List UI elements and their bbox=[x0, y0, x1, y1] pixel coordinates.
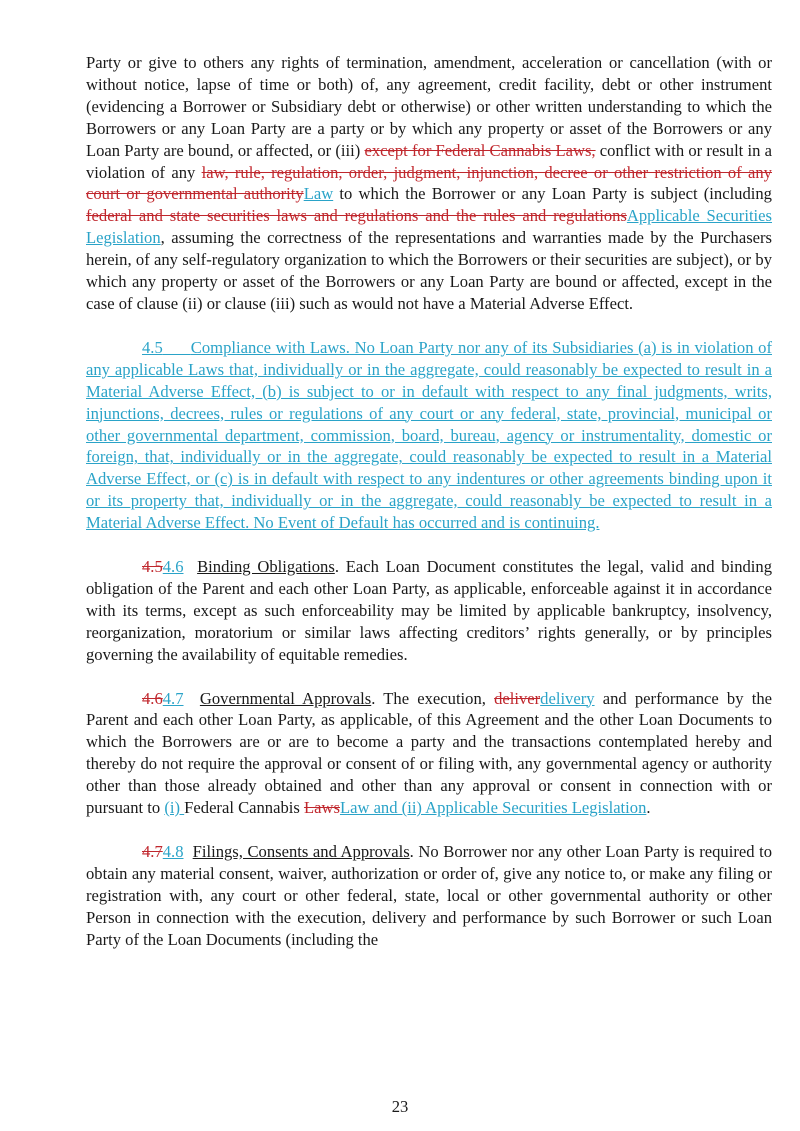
inserted-text: Applicable Securities Legislation bbox=[86, 206, 772, 248]
section-heading: Governmental Approvals bbox=[199, 688, 372, 708]
inserted-text: delivery bbox=[540, 688, 595, 708]
body-text: to which the Borrower or any Loan Party is subject (including bbox=[333, 184, 772, 204]
body-text: Party or give to others any rights of termination, amendment, acceleration or cancellation (with or without notice, lapse of time or both) of, any agreement, credit facility, debt or other instrument (evidencing a Borrower or Subsidiary debt or otherwise) or other written understanding to which the Borrowers or any Loan Party are a party or by which any property or asset of the Borrowers or any Loan Party are bound, or affected, or (iii) bbox=[86, 53, 772, 160]
document-page bbox=[86, 52, 772, 951]
body-text: . bbox=[646, 798, 651, 818]
body-text: conflict with or result in a violation of any bbox=[86, 140, 772, 182]
inserted-section-number: 4.8 bbox=[162, 842, 184, 861]
deleted-section-number: 4.6 bbox=[142, 688, 163, 708]
inserted-text: Law and (ii) Applicable Securities Legislation bbox=[339, 798, 647, 818]
section-heading: Binding Obligations bbox=[197, 557, 335, 577]
deleted-text: federal and state securities laws and regulations and the rules and regulations bbox=[86, 206, 627, 226]
body-text: Federal Cannabis bbox=[184, 798, 304, 818]
section-4-6 bbox=[86, 556, 772, 666]
section-4-5-inserted bbox=[86, 337, 772, 534]
deleted-section-number: 4.5 bbox=[142, 557, 163, 577]
inserted-text: (i) bbox=[164, 798, 185, 818]
deleted-text: Laws bbox=[303, 798, 340, 818]
page-number: 23 bbox=[391, 1097, 409, 1116]
inserted-text: Law bbox=[303, 184, 334, 204]
section-heading: Filings, Consents and Approvals bbox=[192, 842, 410, 861]
section-body: . No Borrower nor any other Loan Party is required to obtain any material consent, waiver, authorization or order of, give any notice to, or make any filing or registration with, any court or other federal, state, local or other governmental authority or other Person in connection with the execution, delivery and performance by such Borrower or such Loan Party of the Loan Documents (including the bbox=[86, 842, 772, 949]
paragraph-continuation bbox=[86, 52, 772, 315]
deleted-section-number: 4.7 bbox=[142, 842, 163, 861]
section-heading: Compliance with Laws. bbox=[190, 337, 350, 357]
body-text: . The execution, bbox=[371, 688, 495, 708]
inserted-section-number: 4.7 bbox=[162, 688, 184, 708]
section-body: . Each Loan Document constitutes the legal, valid and binding obligation of the Parent and each other Loan Party, as applicable, enforceable against it in accordance with its terms, except as such enforceability may be limited by applicable bankruptcy, insolvency, reorganization, moratorium or similar laws affecting creditors’ rights generally, or by principles governing the availability of equitable remedies. bbox=[86, 557, 773, 664]
inserted-section-number: 4.6 bbox=[162, 557, 184, 577]
section-4-7 bbox=[86, 688, 772, 819]
section-4-8 bbox=[86, 841, 772, 951]
body-text: , assuming the correctness of the representations and warranties made by the Purchasers herein, of any self-regulatory organization to which the Borrowers or their securities are subject), or by which any property or asset of the Borrowers or any Loan Party are bound or affected, except in the case of clause (ii) or clause (iii) such as would not have a Material Adverse Effect. bbox=[86, 228, 772, 313]
deleted-text: law, rule, regulation, order, judgment, injunction, decree or other restriction of any court or governmental authority bbox=[86, 162, 772, 204]
deleted-text: except for Federal Cannabis Laws, bbox=[364, 140, 596, 160]
section-number: 4.5 bbox=[142, 337, 163, 357]
body-text: and performance by the Parent and each other Loan Party, as applicable, of this Agreement and the other Loan Documents to which the Borrowers are or are to become a party and the transactions contemplated hereby and thereby do not require the approval or consent of or filing with, any governmental agency or authority other than those already obtained and other than any approval or consent in connection with or pursuant to bbox=[86, 688, 772, 818]
section-body: No Loan Party nor any of its Subsidiaries (a) is in violation of any applicable Laws that, individually or in the aggregate, could reasonably be expected to result in a Material Adverse Effect, (b) is subject to or in default with respect to any final judgments, writs, injunctions, decrees, rules or regulations of any court or any federal, state, provincial, municipal or other governmental department, commission, board, bureau, agency or instrumentality, domestic or foreign, that, individually or in the aggregate, could reasonably be expected to result in a Material Adverse Effect, or (c) is in default with respect to any indentures or other agreements binding upon it or its property that, individually or in the aggregate, could reasonably be expected to result in a Material Adverse Effect. No Event of Default has occurred and is continuing. bbox=[86, 337, 772, 533]
deleted-text: deliver bbox=[494, 688, 541, 708]
